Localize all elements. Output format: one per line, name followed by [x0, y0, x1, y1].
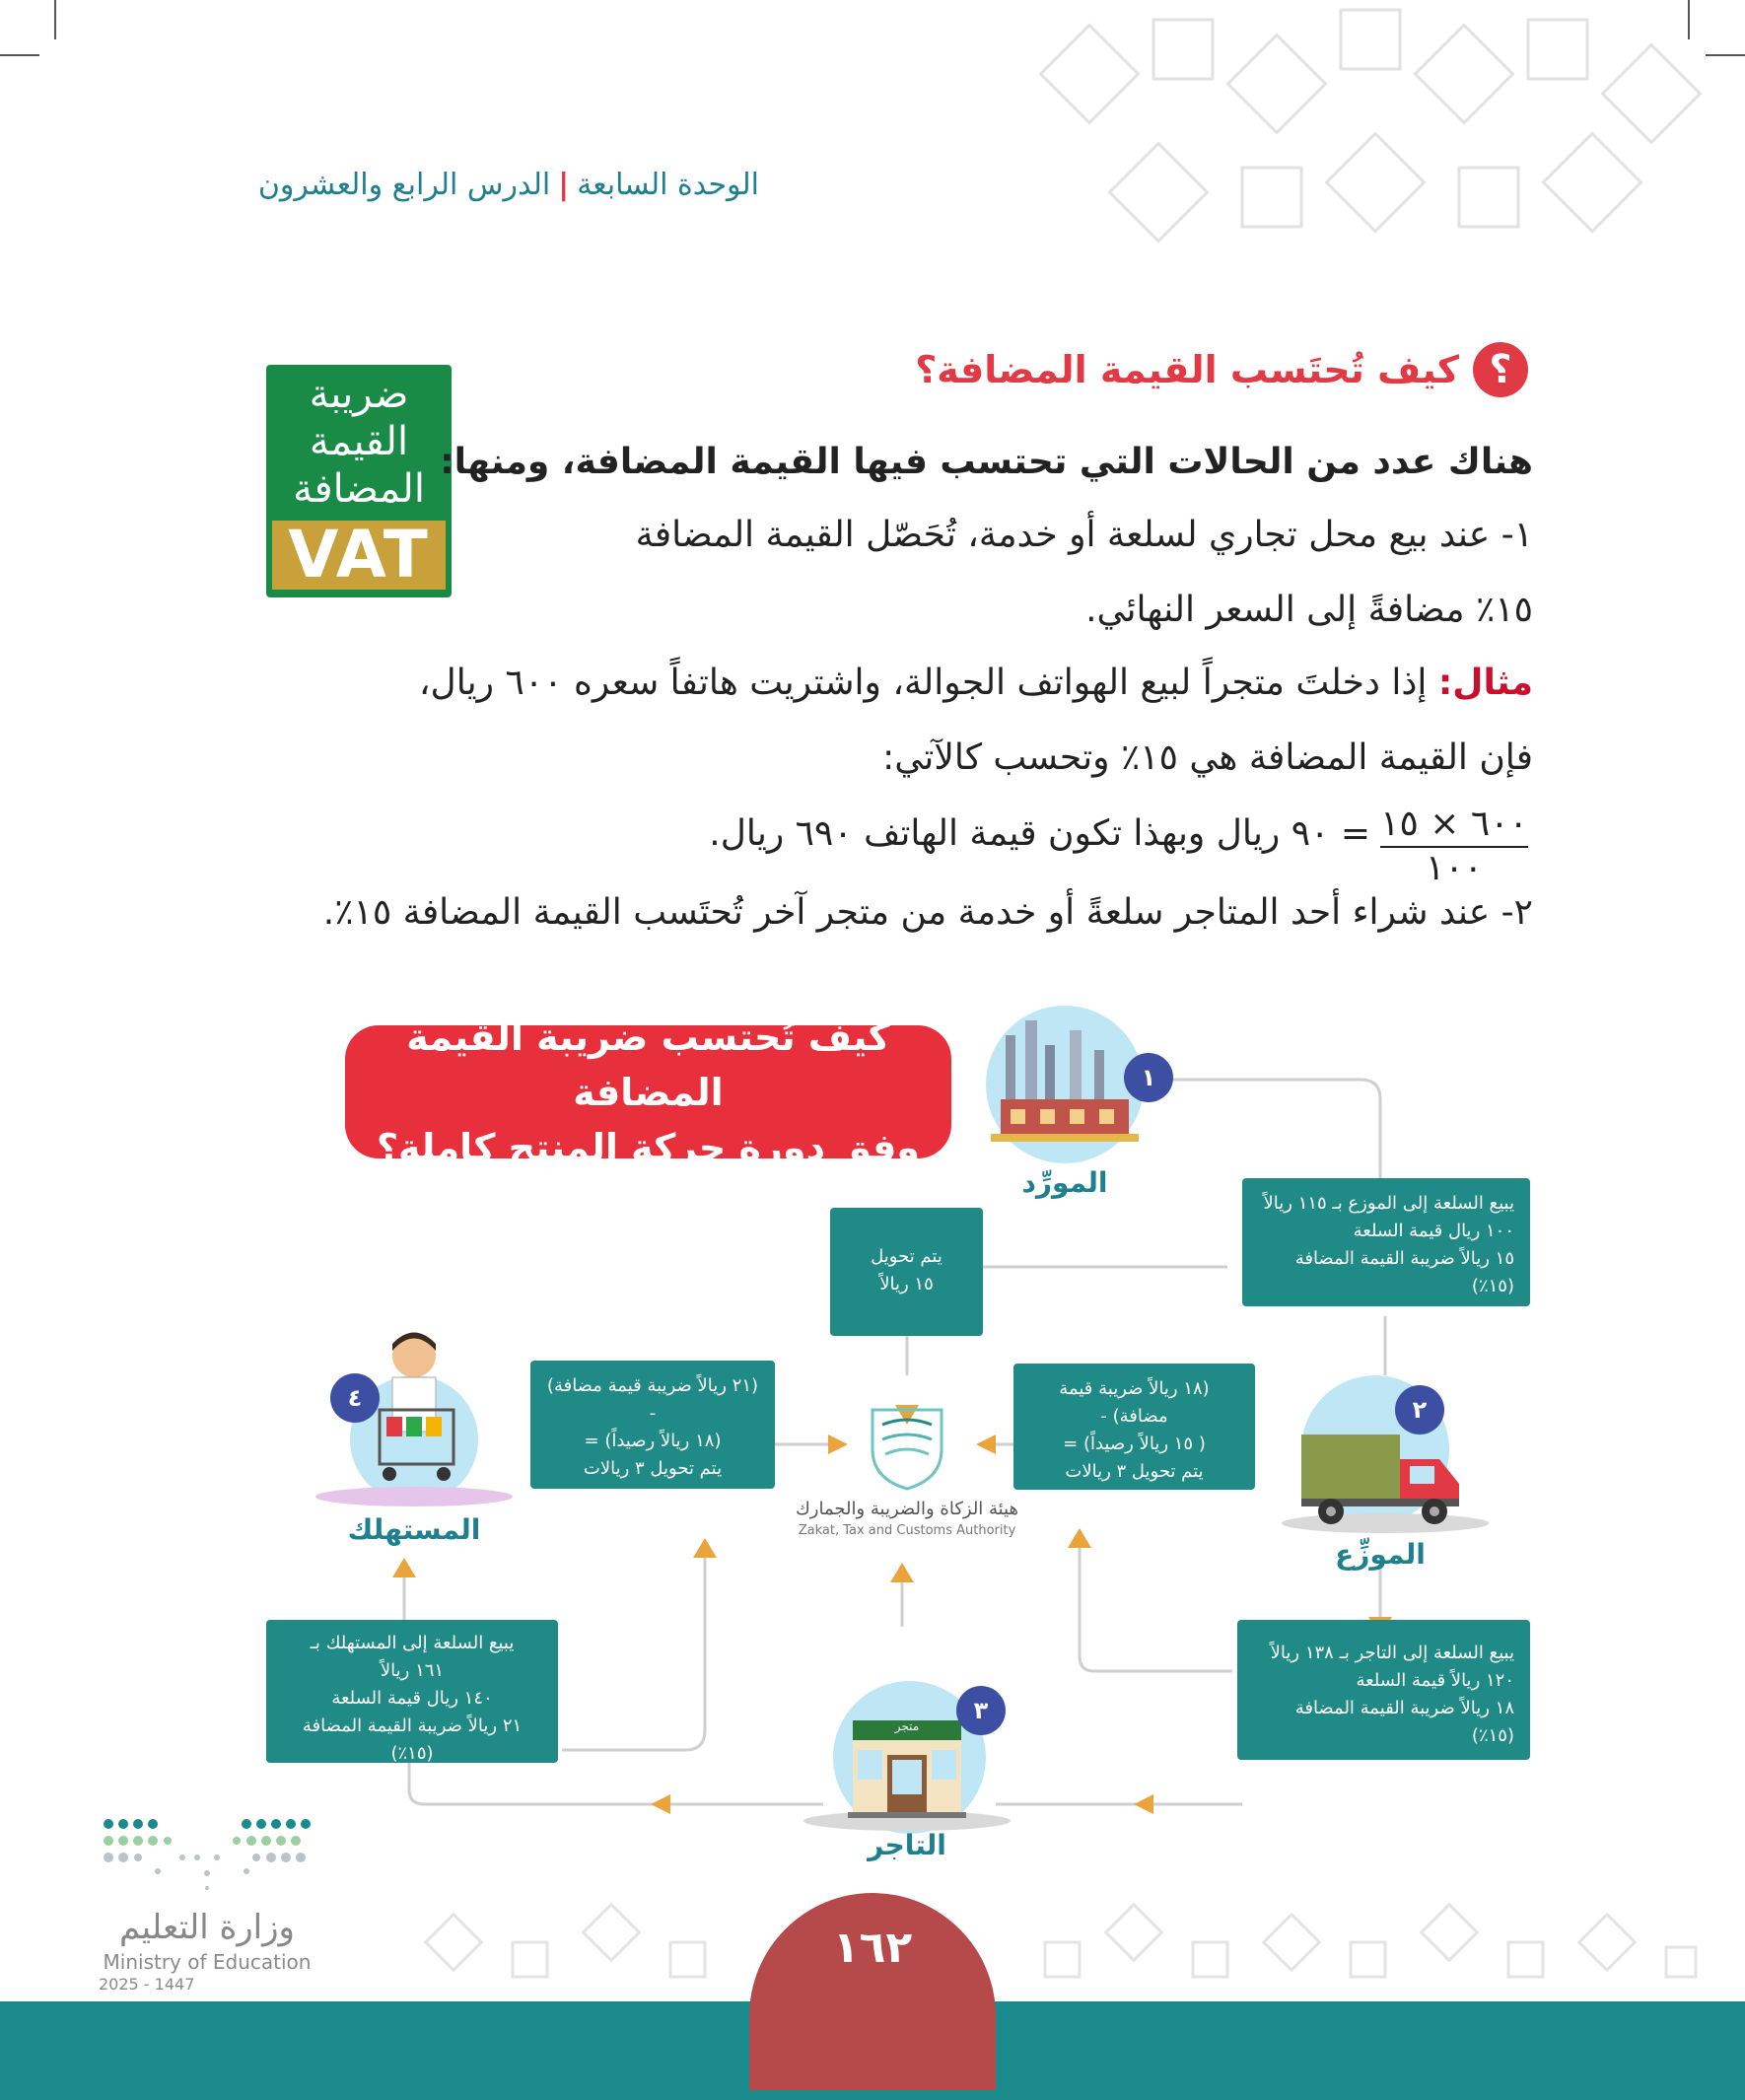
crop-mark	[54, 0, 56, 39]
box-line: يتم تحويل ٣ ريالات	[583, 1458, 723, 1479]
merchant-label: التاجر	[868, 1829, 946, 1861]
decorative-pattern	[1025, 0, 1715, 296]
merchant-sale-box	[266, 1620, 558, 1763]
box-line: يبيع السلعة إلى الموزع بـ ١١٥ ريالاً	[1263, 1193, 1514, 1214]
fraction-numerator: ٦٠٠ × ١٥	[1380, 804, 1528, 848]
box-line: ( ١٥ ريالاً رصيداً) =	[1063, 1434, 1206, 1454]
consumer-label: المستهلك	[347, 1513, 481, 1546]
box-line: (١٨ ريالاً رصيداً) =	[584, 1431, 722, 1451]
ministry-logo-dots	[99, 1814, 315, 1903]
example-line-2: فإن القيمة المضافة هي ١٥٪ وتحسب كالآتي:	[882, 737, 1533, 778]
consumer-ground	[315, 1487, 513, 1506]
shop-icon	[843, 1696, 971, 1819]
truck-icon	[1296, 1425, 1469, 1528]
question-mark-icon: ؟	[1473, 342, 1528, 397]
vat-logo	[266, 365, 452, 597]
lesson-label: الدرس الرابع والعشرون	[257, 168, 551, 202]
unit-lesson-header	[257, 168, 759, 202]
example-label: مثال:	[1437, 663, 1533, 703]
box-line: يتم تحويل	[871, 1246, 942, 1267]
merchant-net-box	[530, 1361, 775, 1489]
step-badge-2: ٢	[1395, 1385, 1444, 1435]
authority-name-ar: هيئة الزكاة والضريبة والجمارك	[795, 1499, 1019, 1519]
zatca-logo	[858, 1395, 956, 1494]
section-title-text: كيف تُحتَسب القيمة المضافة؟	[915, 348, 1459, 391]
vat-logo-line: ضريبة	[309, 372, 409, 417]
example-line-1	[419, 663, 1533, 703]
box-line: ١٤٠ ريال قيمة السلعة	[331, 1688, 493, 1709]
step-badge-1: ١	[1124, 1053, 1173, 1102]
point-2: ٢- عند شراء أحد المتاجر سلعةً أو خدمة من متجر آخر تُحتَسب القيمة المضافة ١٥٪.	[322, 892, 1533, 933]
crop-mark	[0, 54, 39, 56]
box-line: ١٥ ريالاً	[879, 1274, 934, 1295]
distributor-label: الموزِّع	[1335, 1538, 1426, 1571]
vat-logo-line: المضافة	[293, 466, 425, 512]
box-line: ١٨ ريالاً ضريبة القيمة المضافة (١٥٪)	[1294, 1698, 1514, 1746]
ministry-name-ar: وزارة التعليم	[119, 1908, 295, 1947]
banner-line-2: وفق دورة حركة المنتج كاملة؟	[377, 1125, 920, 1169]
distributor-net-box	[1013, 1364, 1255, 1490]
point-1-line-1: ١- عند بيع محل تجاري لسلعة أو خدمة، تُحَصّل القيمة المضافة	[635, 515, 1533, 555]
step-badge-3: ٣	[956, 1686, 1006, 1735]
box-line: يبيع السلعة إلى المستهلك بـ	[310, 1633, 515, 1653]
ministry-name-en: Ministry of Education	[103, 1950, 312, 1974]
section-title	[887, 340, 1528, 399]
example-text: إذا دخلتَ متجراً لبيع الهواتف الجوالة، واشتريت هاتفاً سعره ٦٠٠ ريال،	[418, 663, 1438, 703]
distributor-sale-box	[1237, 1620, 1530, 1760]
box-line: ١٥ ريالاً ضريبة القيمة المضافة (١٥٪)	[1294, 1248, 1514, 1296]
authority-name-en: Zakat, Tax and Customs Authority	[798, 1523, 1016, 1538]
infographic-banner	[345, 1015, 951, 1169]
transfer-15-box	[830, 1208, 983, 1336]
supplier-sale-box	[1242, 1178, 1530, 1306]
vat-logo-english: VAT	[272, 521, 446, 590]
box-line: ١٢٠ ريالاً قيمة السلعة	[1356, 1670, 1514, 1691]
step-badge-4: ٤	[330, 1373, 380, 1423]
supplier-label: المورِّد	[1021, 1166, 1108, 1199]
edition-year: 2025 - 1447	[99, 1975, 195, 1994]
factory-icon	[991, 1015, 1139, 1154]
fraction	[1380, 804, 1528, 888]
banner-line-1: كيف تُحتسب ضريبة القيمة المضافة	[406, 1015, 890, 1114]
box-line: ١٠٠ ريال قيمة السلعة	[1353, 1221, 1514, 1241]
page-number: ١٦٢	[832, 1923, 913, 1973]
box-line: يتم تحويل ٣ ريالات	[1065, 1461, 1204, 1482]
point-1-line-2: ١٥٪ مضافةً إلى السعر النهائي.	[1085, 590, 1533, 630]
fraction-denominator: ١٠٠	[1425, 848, 1483, 888]
vat-logo-line: القيمة	[309, 419, 409, 464]
box-line: يبيع السلعة إلى التاجر بـ ١٣٨ ريالاً	[1270, 1643, 1514, 1663]
header-separator: |	[558, 168, 570, 202]
box-line: ١٦١ ريالاً	[380, 1660, 445, 1681]
intro-text: هناك عدد من الحالات التي تحتسب فيها القيمة المضافة، ومنها:	[440, 442, 1533, 482]
shop-sign: متجر	[894, 1719, 920, 1733]
box-line: (١٨ ريالاً ضريبة قيمة مضافة) -	[1059, 1378, 1210, 1427]
calc-result: = ٩٠ ريال وبهذا تكون قيمة الهاتف ٦٩٠ ريال.	[709, 813, 1370, 854]
box-line: (٢١ ريالاً ضريبة قيمة مضافة) -	[546, 1375, 759, 1424]
unit-label: الوحدة السابعة	[577, 168, 759, 202]
box-line: ٢١ ريالاً ضريبة القيمة المضافة (١٥٪)	[302, 1715, 523, 1764]
vat-logo-arabic	[266, 371, 452, 513]
shopper-icon	[375, 1326, 463, 1489]
